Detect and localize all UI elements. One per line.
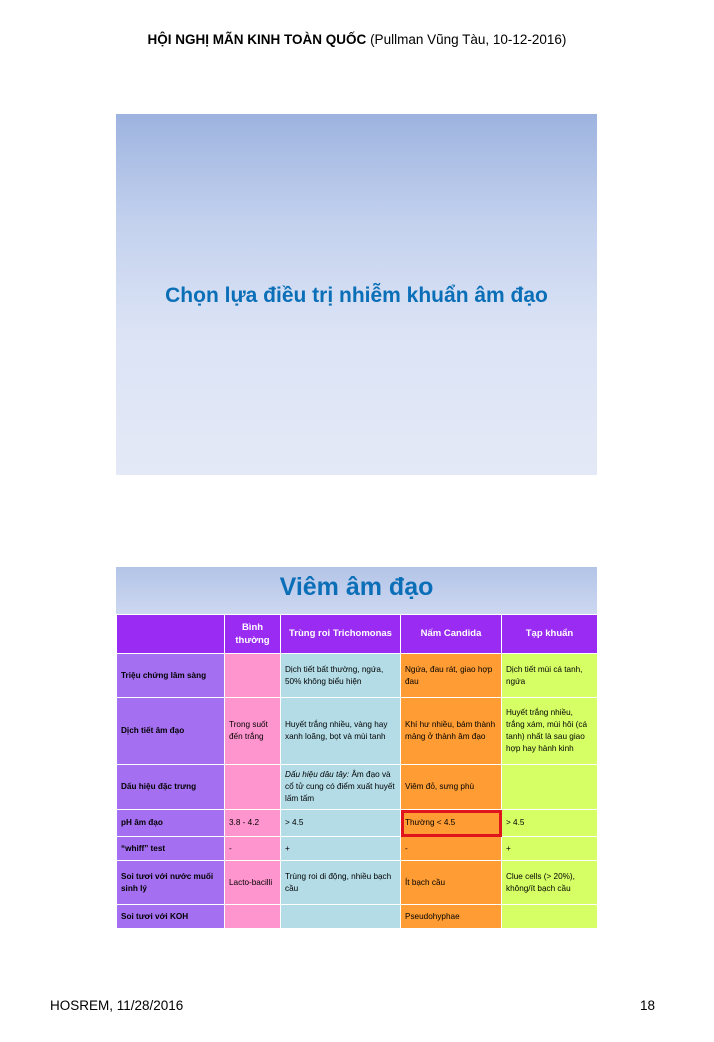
slide-thumbnail-1 (116, 114, 597, 475)
table-cell: + (281, 837, 401, 861)
table-cell (225, 654, 281, 698)
table-cell: - (225, 837, 281, 861)
row-label: pH âm đạo (117, 810, 225, 837)
table-cell: > 4.5 (502, 810, 598, 837)
table-cell: Ít bạch cầu (401, 861, 502, 905)
strawberry-sign-label: Dấu hiệu dâu tây: (285, 770, 350, 780)
table-cell: Khí hư nhiều, bám thành mảng ở thành âm đạo (401, 698, 502, 765)
table-cell (225, 765, 281, 810)
table-row (117, 837, 598, 861)
table-cell: - (401, 837, 502, 861)
footer-source-date: HOSREM, 11/28/2016 (50, 998, 184, 1013)
strawberry-sign-cell (281, 765, 401, 810)
table-cell: Trùng roi di động, nhiều bạch cầu (281, 861, 401, 905)
table-cell: + (502, 837, 598, 861)
conference-name: HỘI NGHỊ MÃN KINH TOÀN QUỐC (147, 32, 367, 47)
highlighted-ph-cell: Thường < 4.5 (401, 810, 502, 837)
table-cell (281, 905, 401, 929)
table-cell: Trong suốt đến trắng (225, 698, 281, 765)
table-row (117, 861, 598, 905)
header-empty (117, 615, 225, 654)
table-cell: Huyết trắng nhiều, vàng hay xanh loãng, bọt và mùi tanh (281, 698, 401, 765)
table-cell: Dịch tiết mùi cá tanh, ngứa (502, 654, 598, 698)
slide-thumbnail-2 (116, 567, 597, 928)
table-row (117, 698, 598, 765)
table-row (117, 905, 598, 929)
header-normal: Bình thường (225, 615, 281, 654)
table-cell: Viêm đỏ, sưng phù (401, 765, 502, 810)
table-row (117, 765, 598, 810)
row-label: Dịch tiết âm đạo (117, 698, 225, 765)
header-trichomonas: Trùng roi Trichomonas (281, 615, 401, 654)
table-cell: Lacto-bacilli (225, 861, 281, 905)
page-header (0, 32, 714, 47)
table-cell: Pseudohyphae (401, 905, 502, 929)
strawberry-sign-text: Âm đạo và cổ tử cung có điểm xuất huyết lấm tấm (285, 770, 395, 803)
slide-1-title: Chọn lựa điều trị nhiễm khuẩn âm đạo (165, 284, 548, 307)
page-number: 18 (640, 998, 656, 1013)
table-cell (502, 765, 598, 810)
conference-location-date: (Pullman Vũng Tàu, 10-12-2016) (370, 32, 567, 47)
row-label: Soi tươi với nước muối sinh lý (117, 861, 225, 905)
table-cell: Huyết trắng nhiều, trắng xám, mùi hôi (cá tanh) nhất là sau giao hợp hay hành kinh (502, 698, 598, 765)
table-cell: Clue cells (> 20%), không/ít bạch cầu (502, 861, 598, 905)
table-cell: 3.8 - 4.2 (225, 810, 281, 837)
slide-2-title: Viêm âm đạo (116, 567, 597, 614)
vaginitis-comparison-table (116, 614, 598, 929)
table-cell (502, 905, 598, 929)
table-cell: Ngứa, đau rát, giao hợp đau (401, 654, 502, 698)
table-cell: Dịch tiết bất thường, ngứa, 50% không biểu hiện (281, 654, 401, 698)
table-cell: > 4.5 (281, 810, 401, 837)
table-header-row (117, 615, 598, 654)
table-row (117, 654, 598, 698)
row-label: Soi tươi với KOH (117, 905, 225, 929)
row-label: Triệu chứng lâm sàng (117, 654, 225, 698)
row-label: “whiff” test (117, 837, 225, 861)
table-cell (225, 905, 281, 929)
row-label: Dấu hiệu đặc trưng (117, 765, 225, 810)
header-candida: Nấm Candida (401, 615, 502, 654)
table-row (117, 810, 598, 837)
header-bacterial: Tạp khuẩn (502, 615, 598, 654)
